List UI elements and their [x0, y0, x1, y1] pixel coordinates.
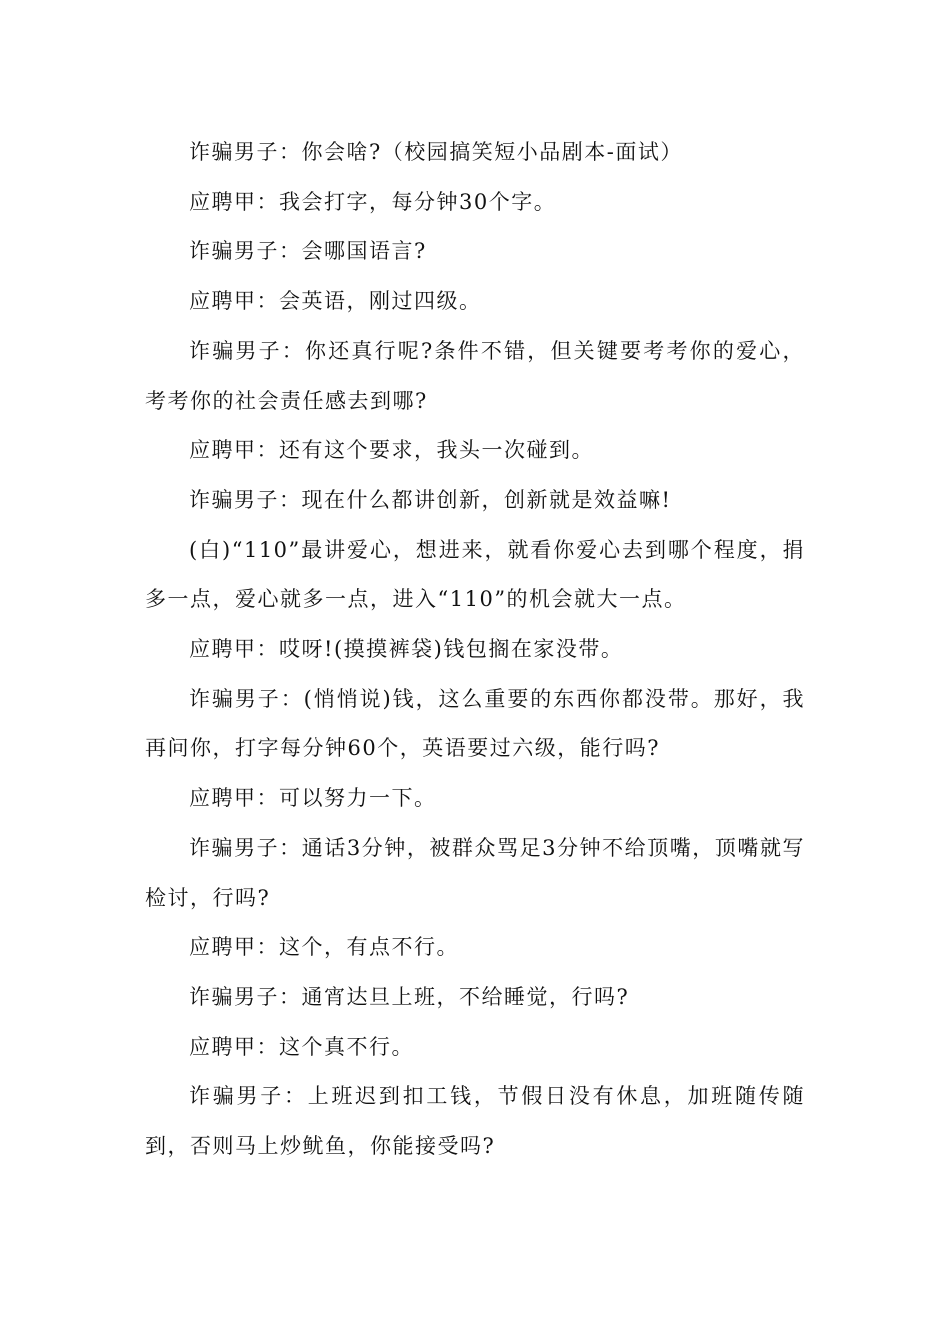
paragraph: 诈骗男子：(悄悄说)钱，这么重要的东西你都没带。那好，我再问你，打字每分钟60个，英语要过六级，能行吗? [145, 686, 805, 761]
paragraph: 应聘甲：可以努力一下。 [189, 786, 437, 811]
paragraph: 应聘甲：我会打字，每分钟30个字。 [189, 189, 557, 214]
paragraph: 应聘甲：会英语，刚过四级。 [189, 289, 482, 314]
paragraph: (白)“110”最讲爱心，想进来，就看你爱心去到哪个程度，捐多一点，爱心就多一点，进入“110”的机会就大一点。 [145, 537, 805, 612]
paragraph: 应聘甲：还有这个要求，我头一次碰到。 [189, 438, 594, 463]
paragraph: 应聘甲：哎呀!(摸摸裤袋)钱包搁在家没带。 [189, 637, 624, 662]
paragraph: 诈骗男子：通话3分钟，被群众骂足3分钟不给顶嘴，顶嘴就写检讨，行吗? [145, 835, 805, 910]
paragraph: 应聘甲：这个真不行。 [189, 1034, 414, 1059]
document-body [145, 128, 805, 1172]
paragraph: 诈骗男子：通宵达旦上班，不给睡觉，行吗? [189, 984, 630, 1009]
paragraph: 诈骗男子：你还真行呢?条件不错，但关键要考考你的爱心，考考你的社会责任感去到哪? [145, 338, 805, 413]
paragraph: 诈骗男子：上班迟到扣工钱，节假日没有休息，加班随传随到，否则马上炒鱿鱼，你能接受吗? [145, 1084, 805, 1159]
paragraph: 诈骗男子：你会啥?（校园搞笑短小品剧本-面试） [189, 140, 683, 164]
paragraph: 应聘甲：这个，有点不行。 [189, 935, 459, 960]
paragraph: 诈骗男子：现在什么都讲创新，创新就是效益嘛! [189, 487, 672, 512]
paragraph: 诈骗男子：会哪国语言? [189, 239, 427, 264]
